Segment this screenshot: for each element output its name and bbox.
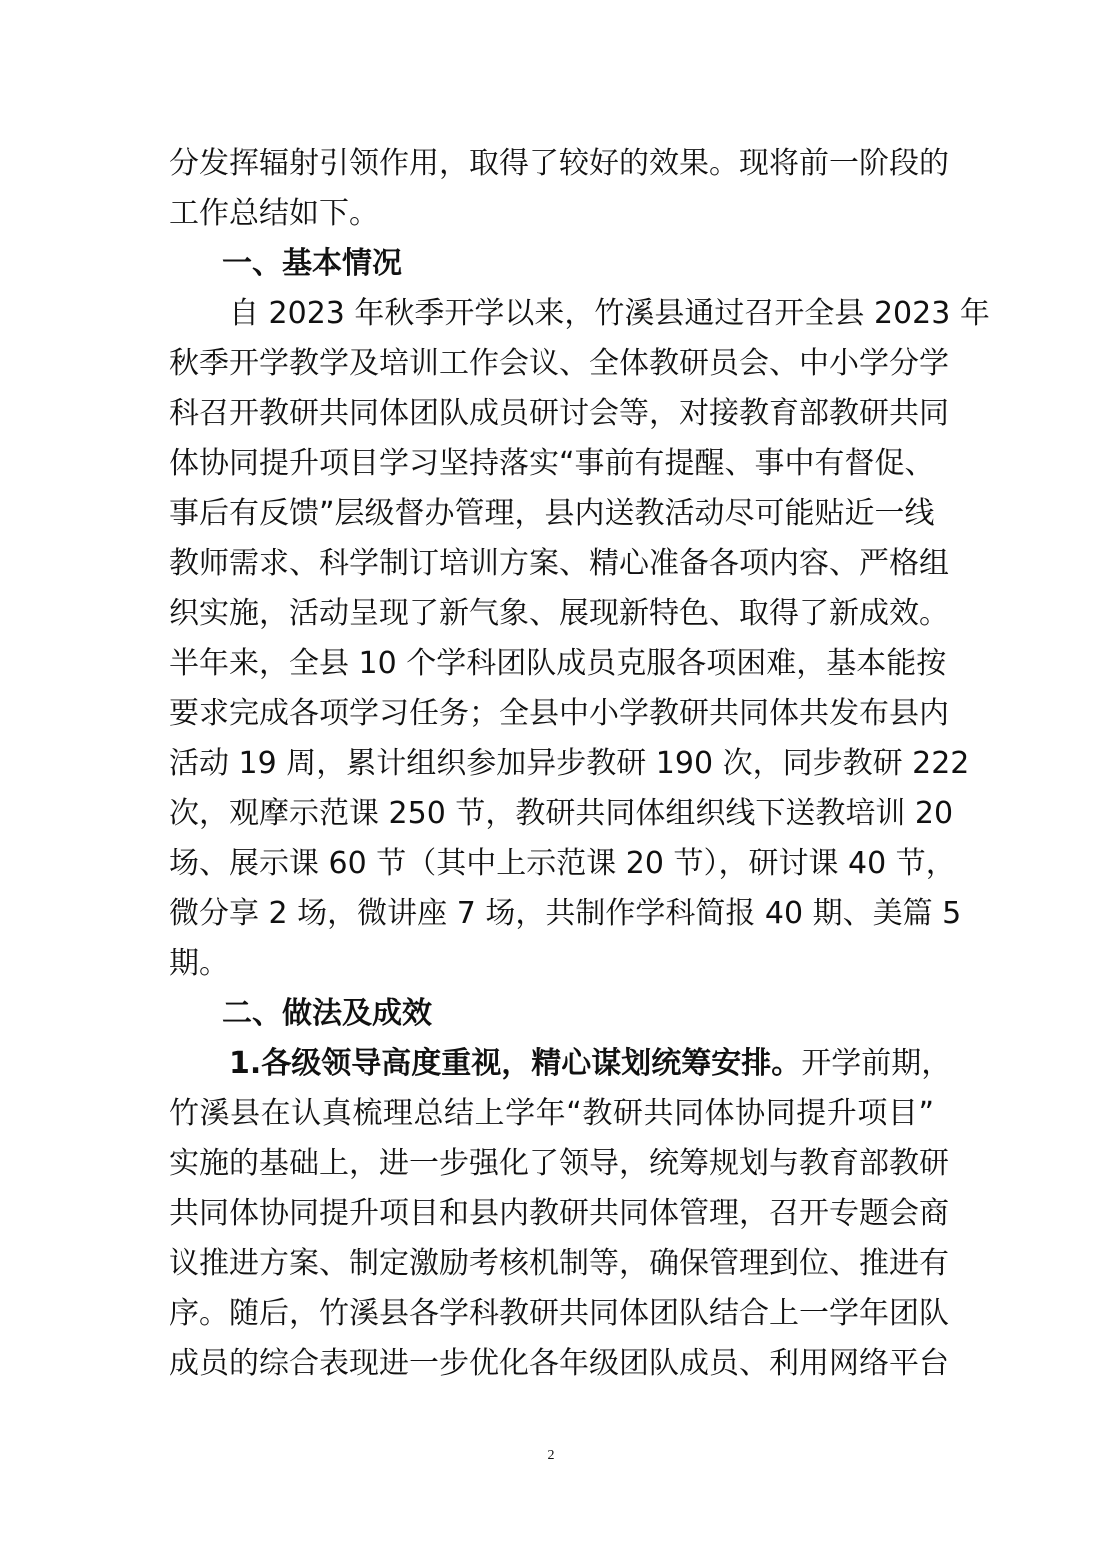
paragraph-line: 秋季开学教学及培训工作会议、全体教研员会、中小学分学	[169, 346, 949, 381]
paragraph-line: 工作总结如下。	[169, 196, 379, 231]
paragraph-line: 次，观摩示范课 250 节，教研共同体组织线下送教培训 20	[169, 796, 954, 831]
paragraph-line: 成员的综合表现进一步优化各年级团队成员、利用网络平台	[169, 1346, 949, 1381]
section-heading: 一、基本情况	[222, 246, 402, 281]
paragraph-line: 要求完成各项学习任务；全县中小学教研共同体共发布县内	[169, 696, 949, 731]
paragraph-line: 事后有反馈”层级督办管理，县内送教活动尽可能贴近一线	[169, 496, 935, 531]
paragraph-line: 议推进方案、制定激励考核机制等，确保管理到位、推进有	[169, 1246, 949, 1281]
page-number: 2	[547, 1448, 555, 1463]
paragraph-line: 织实施，活动呈现了新气象、展现新特色、取得了新成效。	[169, 596, 949, 631]
paragraph-line: 序。随后，竹溪县各学科教研共同体团队结合上一学年团队	[169, 1296, 949, 1331]
paragraph-line: 分发挥辐射引领作用，取得了较好的效果。现将前一阶段的	[169, 146, 949, 181]
paragraph-line: 共同体协同提升项目和县内教研共同体管理，召开专题会商	[169, 1196, 949, 1231]
paragraph-line: 竹溪县在认真梳理总结上学年“教研共同体协同提升项目”	[169, 1096, 934, 1131]
paragraph-line: 活动 19 周，累计组织参加异步教研 190 次，同步教研 222	[169, 746, 970, 781]
paragraph-line: 期。	[169, 946, 229, 981]
point-text: 开学前期，	[801, 1046, 952, 1081]
section-heading: 二、做法及成效	[222, 996, 432, 1031]
point-title: 1.各级领导高度重视，精心谋划统筹安排。	[229, 1046, 802, 1081]
paragraph-line: 场、展示课 60 节（其中上示范课 20 节），研讨课 40 节，	[169, 846, 956, 881]
paragraph-line: 微分享 2 场，微讲座 7 场，共制作学科简报 40 期、美篇 5	[169, 896, 962, 931]
paragraph-line: 半年来，全县 10 个学科团队成员克服各项困难，基本能按	[169, 646, 947, 681]
paragraph-line: 自 2023 年秋季开学以来，竹溪县通过召开全县 2023 年	[229, 296, 990, 331]
paragraph-line: 实施的基础上，进一步强化了领导，统筹规划与教育部教研	[169, 1146, 949, 1181]
paragraph-line: 体协同提升项目学习坚持落实“事前有提醒、事中有督促、	[169, 446, 935, 481]
paragraph-line: 科召开教研共同体团队成员研讨会等，对接教育部教研共同	[169, 396, 949, 431]
paragraph-line: 教师需求、科学制订培训方案、精心准备各项内容、严格组	[169, 546, 949, 581]
paragraph-line	[229, 1039, 952, 1089]
